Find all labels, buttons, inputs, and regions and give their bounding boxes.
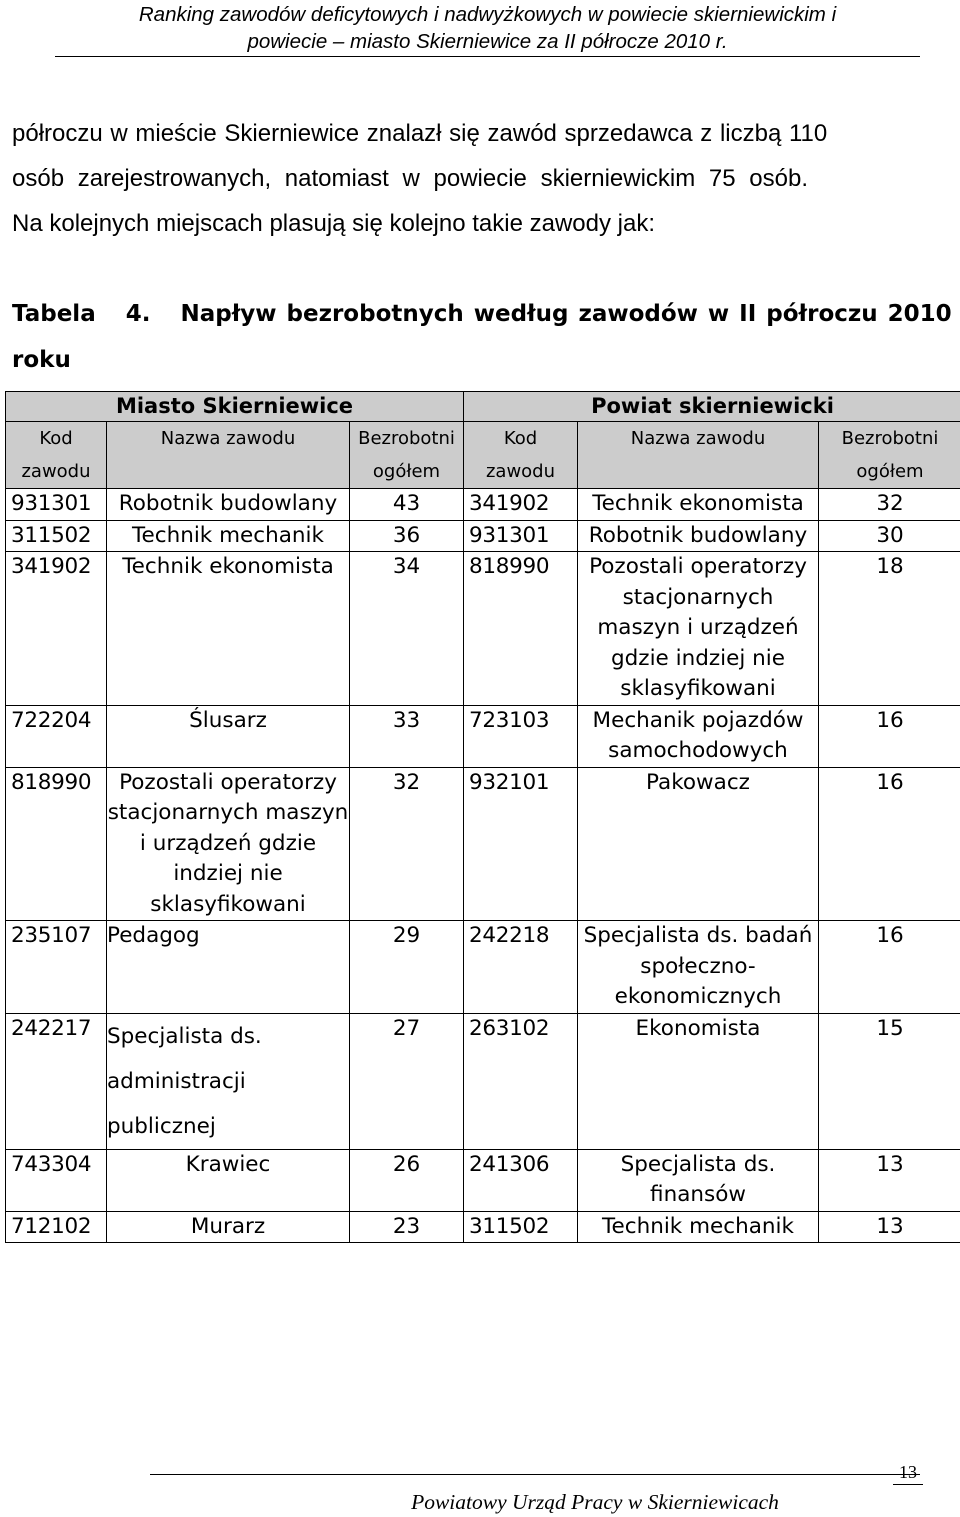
county-code: 263102 [464,1013,578,1149]
city-code: 722204 [6,705,107,767]
city-occupation: Pozostali operatorzy stacjonarnych maszyn i urządzeń gdzie indziej nie sklasyfikowani [107,767,350,921]
col-header-count-2: ogółem [819,455,960,489]
county-occupation: Technik ekonomista [578,489,819,521]
city-occupation: Krawiec [107,1149,350,1211]
col-header-code: Kod [464,422,578,456]
col-header-name: Nazwa zawodu [107,422,350,456]
city-count: 26 [350,1149,464,1211]
county-count: 18 [819,552,960,706]
city-occupation: Pedagog [107,921,350,1014]
header-rule [55,56,920,57]
table-caption [12,291,952,383]
col-header-code: Kod [6,422,107,456]
city-code: 818990 [6,767,107,921]
county-count: 32 [819,489,960,521]
city-code: 712102 [6,1211,107,1243]
city-code: 242217 [6,1013,107,1149]
col-header-name-2 [578,455,819,489]
county-code: 723103 [464,705,578,767]
body-paragraph [12,111,892,246]
county-count: 16 [819,767,960,921]
table-row [6,705,960,767]
paragraph-line-3: Na kolejnych miejscach plasują się kolejno takie zawody jak: [12,210,655,237]
column-header-row-2 [6,455,960,489]
city-count: 23 [350,1211,464,1243]
page-number: 13 [893,1460,923,1485]
col-header-count: Bezrobotni [819,422,960,456]
footer-rule [150,1474,920,1475]
paragraph-line-1: półroczu w mieście Skierniewice znalazł się zawód sprzedawca z liczbą 110 [12,120,828,147]
col-header-count-2: ogółem [350,455,464,489]
county-count: 30 [819,520,960,552]
county-section-header: Powiat skierniewicki [464,392,960,422]
county-occupation: Pakowacz [578,767,819,921]
city-occupation: Robotnik budowlany [107,489,350,521]
caption-line-2: roku [12,347,71,373]
city-count: 34 [350,552,464,706]
header-title-line-1: Ranking zawodów deficytowych i nadwyżkowych w powiecie skierniewickim i [138,3,837,26]
table-row [6,552,960,706]
city-count: 32 [350,767,464,921]
city-occupation: Technik mechanik [107,520,350,552]
county-occupation: Robotnik budowlany [578,520,819,552]
column-header-row [6,422,960,456]
city-code: 311502 [6,520,107,552]
county-count: 16 [819,921,960,1014]
table-row [6,1013,960,1149]
unemployment-inflow-table [5,391,960,1243]
county-code: 311502 [464,1211,578,1243]
footer-office-name: Powiatowy Urząd Pracy w Skierniewicach [411,1490,779,1514]
county-occupation: Ekonomista [578,1013,819,1149]
county-count: 15 [819,1013,960,1149]
county-occupation: Mechanik pojazdów samochodowych [578,705,819,767]
city-count: 27 [350,1013,464,1149]
county-occupation: Pozostali operatorzy stacjonarnych maszyn i urządzeń gdzie indziej nie sklasyfikowani [578,552,819,706]
city-occupation: Ślusarz [107,705,350,767]
county-count: 13 [819,1211,960,1243]
county-code: 818990 [464,552,578,706]
county-count: 16 [819,705,960,767]
city-occupation: Murarz [107,1211,350,1243]
county-code: 931301 [464,520,578,552]
county-occupation: Specjalista ds. finansów [578,1149,819,1211]
city-count: 43 [350,489,464,521]
county-occupation: Specjalista ds. badań społeczno-ekonomicznych [578,921,819,1014]
city-occupation: Specjalista ds. administracji publicznej [107,1013,350,1149]
city-section-header: Miasto Skierniewice [6,392,464,422]
county-code: 241306 [464,1149,578,1211]
header-title-line-2: powiecie – miasto Skierniewice za II półrocze 2010 r. [247,30,728,53]
city-code: 341902 [6,552,107,706]
city-occupation: Technik ekonomista [107,552,350,706]
table-row [6,1211,960,1243]
table-row [6,921,960,1014]
table-section-header-row [6,392,960,422]
city-code: 235107 [6,921,107,1014]
col-header-name-2 [107,455,350,489]
city-code: 743304 [6,1149,107,1211]
table-row [6,489,960,521]
county-occupation: Technik mechanik [578,1211,819,1243]
col-header-code-2: zawodu [6,455,107,489]
city-code: 931301 [6,489,107,521]
county-code: 341902 [464,489,578,521]
county-code: 932101 [464,767,578,921]
city-count: 29 [350,921,464,1014]
city-count: 33 [350,705,464,767]
caption-line-1: Tabela 4. Napływ bezrobotnych według zawodów w II półroczu 2010 [12,301,952,327]
paragraph-line-2: osób zarejestrowanych, natomiast w powiecie skierniewickim 75 osób. [12,165,808,192]
table-row [6,767,960,921]
col-header-code-2: zawodu [464,455,578,489]
county-count: 13 [819,1149,960,1211]
col-header-name: Nazwa zawodu [578,422,819,456]
county-code: 242218 [464,921,578,1014]
col-header-count: Bezrobotni [350,422,464,456]
table-row [6,1149,960,1211]
table-row [6,520,960,552]
city-count: 36 [350,520,464,552]
